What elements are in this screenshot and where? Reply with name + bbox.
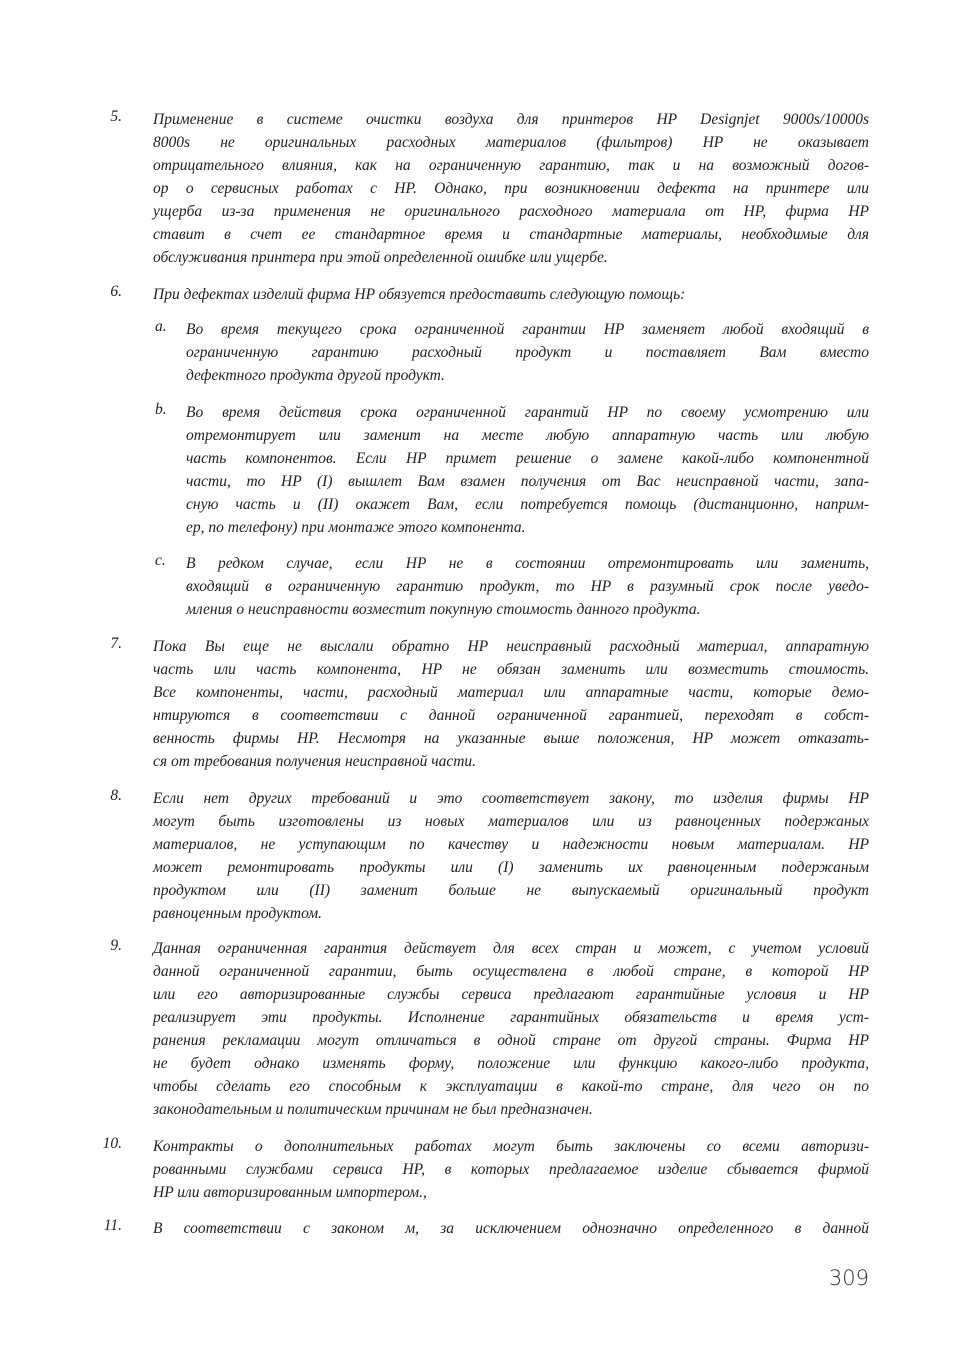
item-number: 5.	[110, 108, 122, 125]
text-line: продуктом или (II) заменит больше не выпускаемый оригинальный продукт	[153, 882, 869, 899]
text-line: ер, по телефону) при монтаже этого компонента.	[186, 519, 526, 536]
text-line: не будет однако изменять форму, положение или функцию какого-либо продукта,	[153, 1055, 869, 1072]
page-number: 309	[828, 1266, 869, 1290]
text-line: сную часть и (II) окажет Вам, если потребуется помощь (дистанционно, наприм-	[186, 496, 869, 513]
item-text	[186, 318, 869, 387]
text-line: части, то HP (I) вышлет Вам взамен получения от Вас неисправной части, запа-	[186, 473, 869, 490]
text-line: обслуживания принтера при этой определенной ошибке или ущербе.	[153, 249, 608, 266]
item-number: 10.	[102, 1135, 122, 1152]
text-line: законодательным и политическим причинам не был предназначен.	[153, 1101, 593, 1118]
text-line: часть компонентов. Если HP примет решение о замене какой-либо компонентной	[186, 450, 869, 467]
text-line: Данная ограниченная гарантия действует для всех стран и может, с учетом условий	[153, 940, 869, 957]
item-number: 11.	[103, 1217, 122, 1234]
text-line: Во время текущего срока ограниченной гарантии HP заменяет любой входящий в	[186, 321, 869, 338]
text-line: могут быть изготовлены из новых материалов или из равноценных подержаных	[153, 813, 869, 830]
text-line: HP или авторизированным импортером.,	[153, 1184, 427, 1201]
text-line: мления о неисправности возместит покупную стоимость данного продукта.	[186, 601, 701, 618]
item-number: 7.	[110, 635, 122, 652]
text-line: рованными службами сервиса HP, в которых предлагаемое изделие сбывается фирмой	[153, 1161, 869, 1178]
text-line: ор о сервисных работах с HP. Однако, при возникновении дефекта на принтере или	[153, 180, 869, 197]
text-line: Все компоненты, части, расходный материал или аппаратные части, которые демо-	[153, 684, 869, 701]
text-line: Применение в системе очистки воздуха для принтеров HP Designjet 9000s/10000s	[153, 111, 869, 128]
text-line: или его авторизированные службы сервиса предлагают гарантийные условия и HP	[153, 986, 869, 1003]
text-line: дефектного продукта другой продукт.	[186, 367, 445, 384]
text-line: В соответствии с законом м, за исключением однозначно определенного в данной	[153, 1220, 869, 1237]
text-line: Пока Вы еще не выслали обратно HP неисправный расходный материал, аппаратную	[153, 638, 869, 655]
item-number: 9.	[110, 937, 122, 954]
item-number: 8.	[110, 787, 122, 804]
text-line: ограниченную гарантию расходный продукт и поставляет Вам вместо	[186, 344, 869, 361]
text-line: ставит в счет ее стандартное время и стандартные материалы, необходимые для	[153, 226, 869, 243]
item-number: c.	[155, 552, 166, 569]
item-text	[186, 401, 869, 539]
text-line: отремонтирует или заменит на месте любую аппаратную часть или любую	[186, 427, 869, 444]
item-number: a.	[155, 318, 167, 335]
item-text	[153, 937, 869, 1121]
item-text	[153, 283, 869, 306]
text-line: данной ограниченной гарантии, быть осуществлена в любой стране, в которой HP	[153, 963, 869, 980]
text-line: чтобы сделать его способным к эксплуатации в какой-то стране, для чего он по	[153, 1078, 869, 1095]
text-line: венность фирмы HP. Несмотря на указанные выше положения, HP может отказать-	[153, 730, 869, 747]
item-text	[153, 787, 869, 925]
text-line: нтируются в соответствии с данной ограниченной гарантией, переходят в собст-	[153, 707, 869, 724]
text-line: ся от требования получения неисправной части.	[153, 753, 477, 770]
item-text	[153, 635, 869, 773]
text-line: В редком случае, если HP не в состоянии отремонтировать или заменить,	[186, 555, 869, 572]
text-line: часть или часть компонента, HP не обязан заменить или возместить стоимость.	[153, 661, 869, 678]
text-line: Контракты о дополнительных работах могут быть заключены со всеми авторизи-	[153, 1138, 869, 1155]
item-text	[153, 1135, 869, 1204]
item-text	[186, 552, 869, 621]
item-number: 6.	[110, 283, 122, 300]
text-line: может ремонтировать продукты или (I) заменить их равноценным подержаным	[153, 859, 869, 876]
text-line: ущерба из-за применения не оригинального расходного материала от HP, фирма HP	[153, 203, 869, 220]
text-line: входящий в ограниченную гарантию продукт, то HP в разумный срок после уведо-	[186, 578, 869, 595]
text-line: 8000s не оригинальных расходных материалов (фильтров) HP не оказывает	[153, 134, 869, 151]
item-number: b.	[155, 401, 167, 418]
text-line: материалов, не уступающим по качеству и надежности новым материалам. HP	[153, 836, 869, 853]
text-line: Если нет других требований и это соответствует закону, то изделия фирмы HP	[153, 790, 869, 807]
item-text	[153, 108, 869, 269]
item-text	[153, 1217, 869, 1240]
text-line: реализирует эти продукты. Исполнение гарантийных обязательств и время уст-	[153, 1009, 869, 1026]
text-line: отрицательного влияния, как на ограниченную гарантию, так и на возможный догов-	[153, 157, 869, 174]
text-line: ранения рекламации могут отличаться в одной стране от другой страны. Фирма HP	[153, 1032, 869, 1049]
text-line: При дефектах изделий фирма HP обязуется предоставить следующую помощь:	[153, 286, 686, 303]
text-line: Во время действия срока ограниченной гарантий HP по своему усмотрению или	[186, 404, 869, 421]
text-line: равноценным продуктом.	[153, 905, 323, 922]
